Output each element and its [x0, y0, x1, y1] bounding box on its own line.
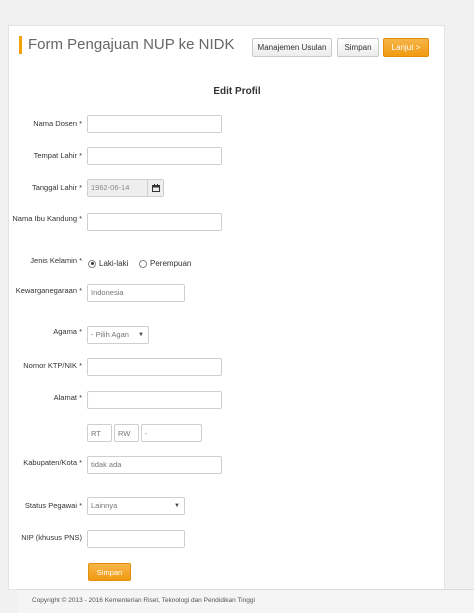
rt-input[interactable]	[87, 424, 112, 442]
footer-copyright: Copyright © 2013 - 2016 Kementerian Riset, Teknologi dan Pendidikan Tinggi	[18, 589, 474, 613]
alamat-input[interactable]	[87, 391, 222, 409]
nip-input[interactable]	[87, 530, 185, 548]
manajemen-usulan-button[interactable]: Manajemen Usulan	[252, 38, 332, 57]
calendar-button[interactable]	[147, 179, 164, 197]
perempuan-label: Perempuan	[150, 259, 192, 268]
gender-option-laki-laki[interactable]	[88, 259, 128, 268]
agama-label: Agama *	[53, 327, 82, 336]
calendar-icon	[152, 184, 160, 192]
agama-select[interactable]	[87, 326, 149, 344]
radio-laki-laki[interactable]	[88, 260, 96, 268]
kabupaten-input[interactable]: tidak ada	[87, 456, 222, 474]
laki-laki-label: Laki-laki	[99, 259, 129, 268]
nama-ibu-label: Nama Ibu Kandung *	[12, 214, 82, 223]
nomor-ktp-input[interactable]	[87, 358, 222, 376]
simpan-button[interactable]: Simpan	[88, 563, 131, 581]
chevron-down-icon: ▼	[138, 332, 144, 338]
tempat-lahir-input[interactable]	[87, 147, 222, 165]
tanggal-lahir-label: Tanggal Lahir *	[31, 183, 82, 192]
kewarganegaraan-label: Kewarganegaraan *	[15, 286, 82, 295]
tanggal-lahir-input[interactable]: 1962-06-14	[87, 179, 148, 197]
status-pegawai-select[interactable]	[87, 497, 185, 515]
lanjut-button[interactable]: Lanjut >	[383, 38, 429, 57]
status-pegawai-label: Status Pegawai *	[24, 501, 82, 510]
kabupaten-label: Kabupaten/Kota *	[23, 458, 82, 467]
nama-dosen-input[interactable]	[87, 115, 222, 133]
nip-label: NIP (khusus PNS)	[21, 533, 82, 542]
kewarganegaraan-input[interactable]: Indonesia	[87, 284, 185, 302]
nama-ibu-input[interactable]	[87, 213, 222, 231]
page-title: Form Pengajuan NUP ke NIDK	[19, 36, 234, 54]
jenis-kelamin-label: Jenis Kelamin *	[30, 256, 82, 265]
gender-option-perempuan[interactable]	[139, 259, 191, 268]
tempat-lahir-label: Tempat Lahir *	[33, 151, 82, 160]
section-title: Edit Profil	[213, 86, 261, 97]
nama-dosen-label: Nama Dosen *	[33, 119, 82, 128]
simpan-top-button[interactable]: Simpan	[337, 38, 379, 57]
kelurahan-input[interactable]	[141, 424, 202, 442]
nomor-ktp-label: Nomor KTP/NIK *	[23, 361, 82, 370]
rw-input[interactable]	[114, 424, 139, 442]
alamat-label: Alamat *	[53, 393, 82, 402]
status-pegawai-selected-value: Lainnya	[91, 501, 118, 510]
radio-perempuan[interactable]	[139, 260, 147, 268]
chevron-down-icon: ▼	[174, 503, 180, 509]
agama-selected-value: - Pilih Agan	[91, 330, 129, 339]
